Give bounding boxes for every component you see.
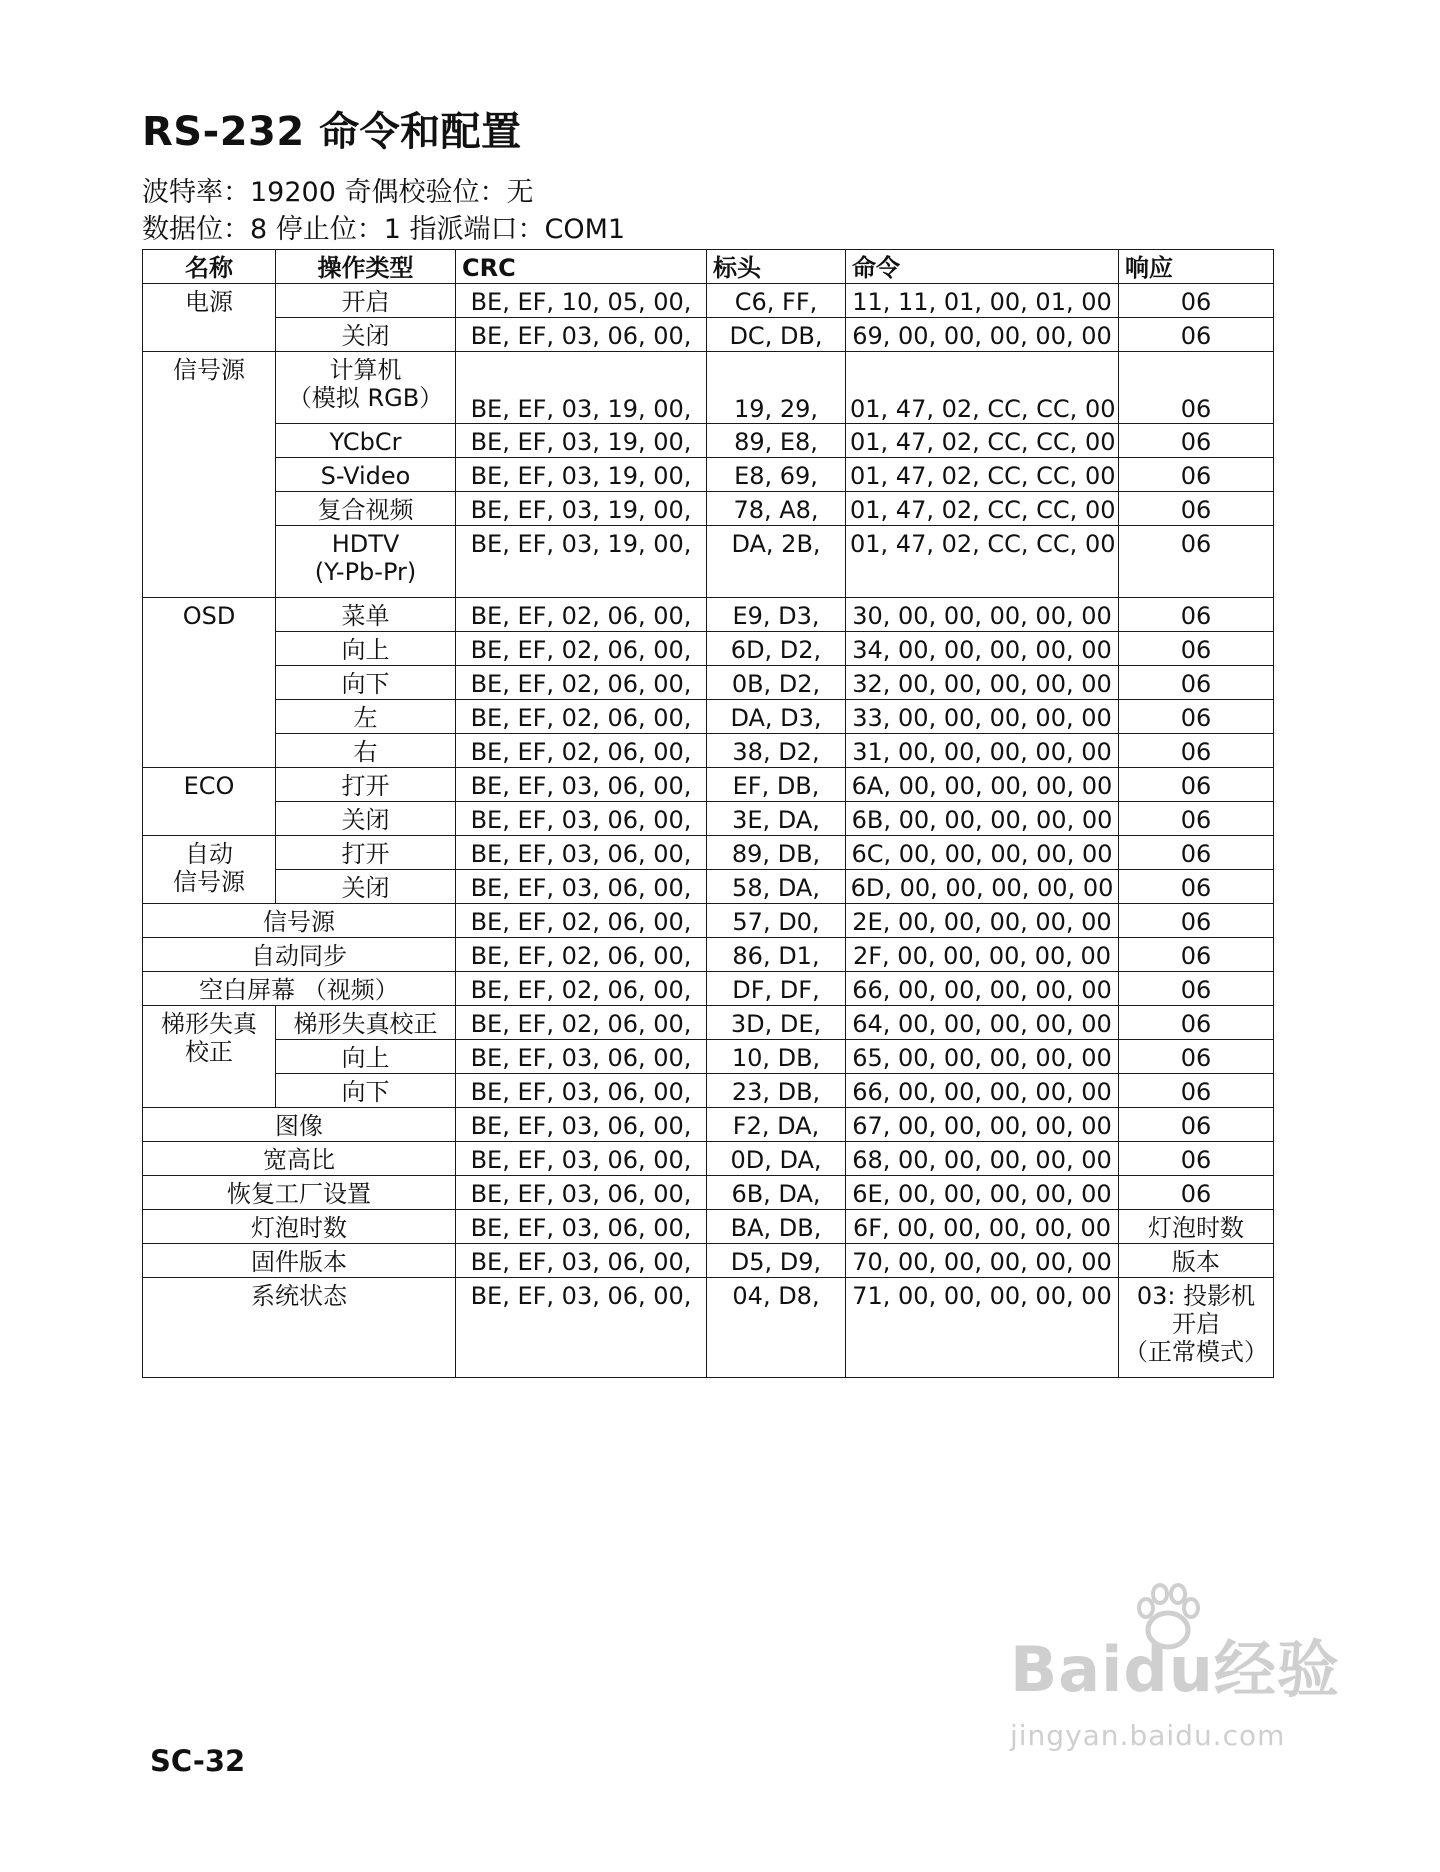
response-cell: 06 bbox=[1119, 666, 1274, 700]
table-row bbox=[143, 1074, 1274, 1108]
col-header-response: 响应 bbox=[1119, 250, 1274, 284]
group-eco: ECO bbox=[143, 768, 276, 836]
header-cell: F2, DA, bbox=[707, 1108, 846, 1142]
command-cell: 2F, 00, 00, 00, 00, 00 bbox=[846, 938, 1119, 972]
crc-cell: BE, EF, 03, 06, 00, bbox=[456, 836, 707, 870]
response-cell: 06 bbox=[1119, 1108, 1274, 1142]
table-row bbox=[143, 870, 1274, 904]
group-auto-source-line-2: 信号源 bbox=[173, 868, 245, 896]
header-cell: 86, D1, bbox=[707, 938, 846, 972]
op-cell: 关闭 bbox=[276, 802, 456, 836]
response-line-1: 03: 投影机 bbox=[1136, 1282, 1256, 1310]
response-cell: 06 bbox=[1119, 1074, 1274, 1108]
header-cell: C6, FF, bbox=[707, 284, 846, 318]
header-cell: 78, A8, bbox=[707, 492, 846, 526]
command-cell: 6C, 00, 00, 00, 00, 00 bbox=[846, 836, 1119, 870]
table-row bbox=[143, 1040, 1274, 1074]
table-row bbox=[143, 904, 1274, 938]
header-cell: 58, DA, bbox=[707, 870, 846, 904]
command-cell: 69, 00, 00, 00, 00, 00 bbox=[846, 318, 1119, 352]
op-cell: 关闭 bbox=[276, 870, 456, 904]
response-line-3: （正常模式） bbox=[1124, 1338, 1268, 1366]
command-cell: 6A, 00, 00, 00, 00, 00 bbox=[846, 768, 1119, 802]
crc-cell: BE, EF, 02, 06, 00, bbox=[456, 1006, 707, 1040]
table-row bbox=[143, 424, 1274, 458]
table-row bbox=[143, 802, 1274, 836]
op-cell-line-1: 计算机 bbox=[329, 356, 402, 384]
command-cell: 65, 00, 00, 00, 00, 00 bbox=[846, 1040, 1119, 1074]
response-cell: 06 bbox=[1119, 284, 1274, 318]
crc-cell: BE, EF, 03, 19, 00, bbox=[456, 526, 707, 598]
command-cell: 01, 47, 02, CC, CC, 00 bbox=[846, 424, 1119, 458]
response-cell: 06 bbox=[1119, 598, 1274, 632]
command-cell: 6E, 00, 00, 00, 00, 00 bbox=[846, 1176, 1119, 1210]
command-cell: 01, 47, 02, CC, CC, 00 bbox=[846, 526, 1119, 598]
table-row bbox=[143, 938, 1274, 972]
header-cell: 10, DB, bbox=[707, 1040, 846, 1074]
table-row bbox=[143, 598, 1274, 632]
crc-cell: BE, EF, 03, 06, 00, bbox=[456, 1278, 707, 1378]
header-cell: DA, D3, bbox=[707, 700, 846, 734]
response-cell: 06 bbox=[1119, 526, 1274, 598]
command-cell: 34, 00, 00, 00, 00, 00 bbox=[846, 632, 1119, 666]
header-cell: 0B, D2, bbox=[707, 666, 846, 700]
table-row bbox=[143, 1210, 1274, 1244]
crc-cell: BE, EF, 03, 19, 00, bbox=[456, 458, 707, 492]
response-cell: 06 bbox=[1119, 836, 1274, 870]
response-cell: 06 bbox=[1119, 1142, 1274, 1176]
command-cell: 66, 00, 00, 00, 00, 00 bbox=[846, 972, 1119, 1006]
command-cell: 30, 00, 00, 00, 00, 00 bbox=[846, 598, 1119, 632]
command-cell: 67, 00, 00, 00, 00, 00 bbox=[846, 1108, 1119, 1142]
response-cell: 06 bbox=[1119, 1176, 1274, 1210]
response-cell: 06 bbox=[1119, 870, 1274, 904]
table-row bbox=[143, 734, 1274, 768]
response-cell: 06 bbox=[1119, 938, 1274, 972]
response-line-2: 开启 bbox=[1172, 1310, 1220, 1338]
response-cell: 06 bbox=[1119, 1006, 1274, 1040]
header-cell: DA, 2B, bbox=[707, 526, 846, 598]
page-number: SC-32 bbox=[150, 1744, 246, 1778]
crc-cell: BE, EF, 03, 06, 00, bbox=[456, 802, 707, 836]
command-cell: 33, 00, 00, 00, 00, 00 bbox=[846, 700, 1119, 734]
name-cell: 空白屏幕 （视频） bbox=[143, 972, 456, 1006]
table-row bbox=[143, 526, 1274, 598]
op-cell: 菜单 bbox=[276, 598, 456, 632]
group-keystone-line-2: 校正 bbox=[185, 1038, 233, 1066]
crc-cell: BE, EF, 02, 06, 00, bbox=[456, 598, 707, 632]
group-power: 电源 bbox=[143, 284, 276, 352]
op-cell: 向下 bbox=[276, 1074, 456, 1108]
crc-cell: BE, EF, 03, 19, 00, bbox=[456, 352, 707, 424]
op-cell-line-2: （模拟 RGB） bbox=[287, 384, 444, 412]
name-cell: 固件版本 bbox=[143, 1244, 456, 1278]
group-auto-source-line-1: 自动 bbox=[185, 840, 233, 868]
table-row bbox=[143, 492, 1274, 526]
response-cell: 06 bbox=[1119, 904, 1274, 938]
header-cell: BA, DB, bbox=[707, 1210, 846, 1244]
header-cell: E9, D3, bbox=[707, 598, 846, 632]
crc-cell: BE, EF, 03, 19, 00, bbox=[456, 424, 707, 458]
crc-cell: BE, EF, 02, 06, 00, bbox=[456, 938, 707, 972]
command-cell: 31, 00, 00, 00, 00, 00 bbox=[846, 734, 1119, 768]
op-cell bbox=[276, 352, 456, 424]
crc-cell: BE, EF, 02, 06, 00, bbox=[456, 972, 707, 1006]
header-cell: 04, D8, bbox=[707, 1278, 846, 1378]
header-cell: 6B, DA, bbox=[707, 1176, 846, 1210]
table-row bbox=[143, 1244, 1274, 1278]
command-cell: 64, 00, 00, 00, 00, 00 bbox=[846, 1006, 1119, 1040]
header-cell: 0D, DA, bbox=[707, 1142, 846, 1176]
crc-cell: BE, EF, 03, 06, 00, bbox=[456, 870, 707, 904]
command-cell: 66, 00, 00, 00, 00, 00 bbox=[846, 1074, 1119, 1108]
header-cell: DC, DB, bbox=[707, 318, 846, 352]
response-cell: 06 bbox=[1119, 492, 1274, 526]
crc-cell: BE, EF, 03, 06, 00, bbox=[456, 1210, 707, 1244]
col-header-crc: CRC bbox=[456, 250, 707, 284]
col-header-name: 名称 bbox=[143, 250, 276, 284]
crc-cell: BE, EF, 03, 06, 00, bbox=[456, 1074, 707, 1108]
header-cell: E8, 69, bbox=[707, 458, 846, 492]
crc-cell: BE, EF, 03, 06, 00, bbox=[456, 1108, 707, 1142]
response-cell: 06 bbox=[1119, 768, 1274, 802]
op-cell-line-2: (Y-Pb-Pr) bbox=[314, 558, 417, 586]
header-cell: 19, 29, bbox=[707, 352, 846, 424]
name-cell: 恢复工厂设置 bbox=[143, 1176, 456, 1210]
op-cell: 关闭 bbox=[276, 318, 456, 352]
table-row bbox=[143, 768, 1274, 802]
header-cell: 38, D2, bbox=[707, 734, 846, 768]
command-cell: 11, 11, 01, 00, 01, 00 bbox=[846, 284, 1119, 318]
header-cell: D5, D9, bbox=[707, 1244, 846, 1278]
table-row bbox=[143, 352, 1274, 424]
response-cell: 06 bbox=[1119, 352, 1274, 424]
response-cell: 06 bbox=[1119, 972, 1274, 1006]
crc-cell: BE, EF, 02, 06, 00, bbox=[456, 734, 707, 768]
serial-settings-line-2: 数据位：8 停止位：1 指派端口：COM1 bbox=[142, 214, 626, 245]
op-cell: 开启 bbox=[276, 284, 456, 318]
table-row bbox=[143, 458, 1274, 492]
name-cell: 灯泡时数 bbox=[143, 1210, 456, 1244]
table-row bbox=[143, 284, 1274, 318]
command-cell: 01, 47, 02, CC, CC, 00 bbox=[846, 352, 1119, 424]
crc-cell: BE, EF, 03, 06, 00, bbox=[456, 318, 707, 352]
table-row bbox=[143, 1006, 1274, 1040]
op-cell: 向下 bbox=[276, 666, 456, 700]
table-row bbox=[143, 1142, 1274, 1176]
table-row bbox=[143, 632, 1274, 666]
table-row bbox=[143, 972, 1274, 1006]
command-cell: 01, 47, 02, CC, CC, 00 bbox=[846, 458, 1119, 492]
crc-cell: BE, EF, 03, 06, 00, bbox=[456, 1142, 707, 1176]
command-table bbox=[142, 249, 1274, 1378]
response-cell: 06 bbox=[1119, 802, 1274, 836]
table-row bbox=[143, 1108, 1274, 1142]
crc-cell: BE, EF, 02, 06, 00, bbox=[456, 700, 707, 734]
command-cell: 70, 00, 00, 00, 00, 00 bbox=[846, 1244, 1119, 1278]
crc-cell: BE, EF, 02, 06, 00, bbox=[456, 632, 707, 666]
header-cell: 89, E8, bbox=[707, 424, 846, 458]
header-cell: DF, DF, bbox=[707, 972, 846, 1006]
op-cell: 打开 bbox=[276, 836, 456, 870]
group-osd: OSD bbox=[143, 598, 276, 768]
watermark-url: jingyan.baidu.com bbox=[1010, 1719, 1286, 1752]
group-keystone-line-1: 梯形失真 bbox=[161, 1010, 257, 1038]
header-cell: 3E, DA, bbox=[707, 802, 846, 836]
crc-cell: BE, EF, 03, 06, 00, bbox=[456, 1176, 707, 1210]
op-cell: YCbCr bbox=[276, 424, 456, 458]
op-cell: 复合视频 bbox=[276, 492, 456, 526]
command-cell: 71, 00, 00, 00, 00, 00 bbox=[846, 1278, 1119, 1378]
response-cell: 06 bbox=[1119, 700, 1274, 734]
response-cell: 06 bbox=[1119, 1040, 1274, 1074]
op-cell: 向上 bbox=[276, 1040, 456, 1074]
command-cell: 6F, 00, 00, 00, 00, 00 bbox=[846, 1210, 1119, 1244]
command-cell: 2E, 00, 00, 00, 00, 00 bbox=[846, 904, 1119, 938]
op-cell: 梯形失真校正 bbox=[276, 1006, 456, 1040]
command-cell: 32, 00, 00, 00, 00, 00 bbox=[846, 666, 1119, 700]
op-cell: 右 bbox=[276, 734, 456, 768]
command-cell: 01, 47, 02, CC, CC, 00 bbox=[846, 492, 1119, 526]
crc-cell: BE, EF, 10, 05, 00, bbox=[456, 284, 707, 318]
table-row bbox=[143, 1176, 1274, 1210]
name-cell: 系统状态 bbox=[143, 1278, 456, 1378]
crc-cell: BE, EF, 03, 06, 00, bbox=[456, 1244, 707, 1278]
command-cell: 6B, 00, 00, 00, 00, 00 bbox=[846, 802, 1119, 836]
op-cell: 向上 bbox=[276, 632, 456, 666]
serial-settings-line-1: 波特率：19200 奇偶校验位：无 bbox=[142, 177, 534, 208]
op-cell: 打开 bbox=[276, 768, 456, 802]
table-header-row bbox=[143, 250, 1274, 284]
crc-cell: BE, EF, 03, 06, 00, bbox=[456, 1040, 707, 1074]
table-row bbox=[143, 1278, 1274, 1378]
page-title: RS-232 命令和配置 bbox=[142, 109, 522, 155]
watermark-logo: Baidu经验 bbox=[1010, 1633, 1340, 1706]
response-cell: 06 bbox=[1119, 458, 1274, 492]
command-cell: 6D, 00, 00, 00, 00, 00 bbox=[846, 870, 1119, 904]
header-cell: 57, D0, bbox=[707, 904, 846, 938]
op-cell: 左 bbox=[276, 700, 456, 734]
name-cell: 自动同步 bbox=[143, 938, 456, 972]
table-row bbox=[143, 700, 1274, 734]
col-header-operation: 操作类型 bbox=[276, 250, 456, 284]
crc-cell: BE, EF, 02, 06, 00, bbox=[456, 904, 707, 938]
group-source: 信号源 bbox=[143, 352, 276, 598]
header-cell: 89, DB, bbox=[707, 836, 846, 870]
response-cell: 06 bbox=[1119, 424, 1274, 458]
group-keystone bbox=[143, 1006, 276, 1108]
header-cell: 23, DB, bbox=[707, 1074, 846, 1108]
response-cell: 灯泡时数 bbox=[1119, 1210, 1274, 1244]
table-row bbox=[143, 318, 1274, 352]
table-row bbox=[143, 666, 1274, 700]
response-cell: 06 bbox=[1119, 318, 1274, 352]
header-cell: 6D, D2, bbox=[707, 632, 846, 666]
col-header-header: 标头 bbox=[707, 250, 846, 284]
op-cell: S-Video bbox=[276, 458, 456, 492]
name-cell: 宽高比 bbox=[143, 1142, 456, 1176]
table-row bbox=[143, 836, 1274, 870]
response-cell bbox=[1119, 1278, 1274, 1378]
op-cell-line-1: HDTV bbox=[331, 530, 400, 558]
name-cell: 信号源 bbox=[143, 904, 456, 938]
watermark bbox=[1010, 1620, 1350, 1790]
response-cell: 版本 bbox=[1119, 1244, 1274, 1278]
group-auto-source bbox=[143, 836, 276, 904]
command-cell: 68, 00, 00, 00, 00, 00 bbox=[846, 1142, 1119, 1176]
col-header-command: 命令 bbox=[846, 250, 1119, 284]
crc-cell: BE, EF, 03, 06, 00, bbox=[456, 768, 707, 802]
header-cell: EF, DB, bbox=[707, 768, 846, 802]
op-cell bbox=[276, 526, 456, 598]
response-cell: 06 bbox=[1119, 734, 1274, 768]
name-cell: 图像 bbox=[143, 1108, 456, 1142]
response-cell: 06 bbox=[1119, 632, 1274, 666]
header-cell: 3D, DE, bbox=[707, 1006, 846, 1040]
paw-logo-icon bbox=[1128, 1578, 1208, 1658]
crc-cell: BE, EF, 02, 06, 00, bbox=[456, 666, 707, 700]
crc-cell: BE, EF, 03, 19, 00, bbox=[456, 492, 707, 526]
